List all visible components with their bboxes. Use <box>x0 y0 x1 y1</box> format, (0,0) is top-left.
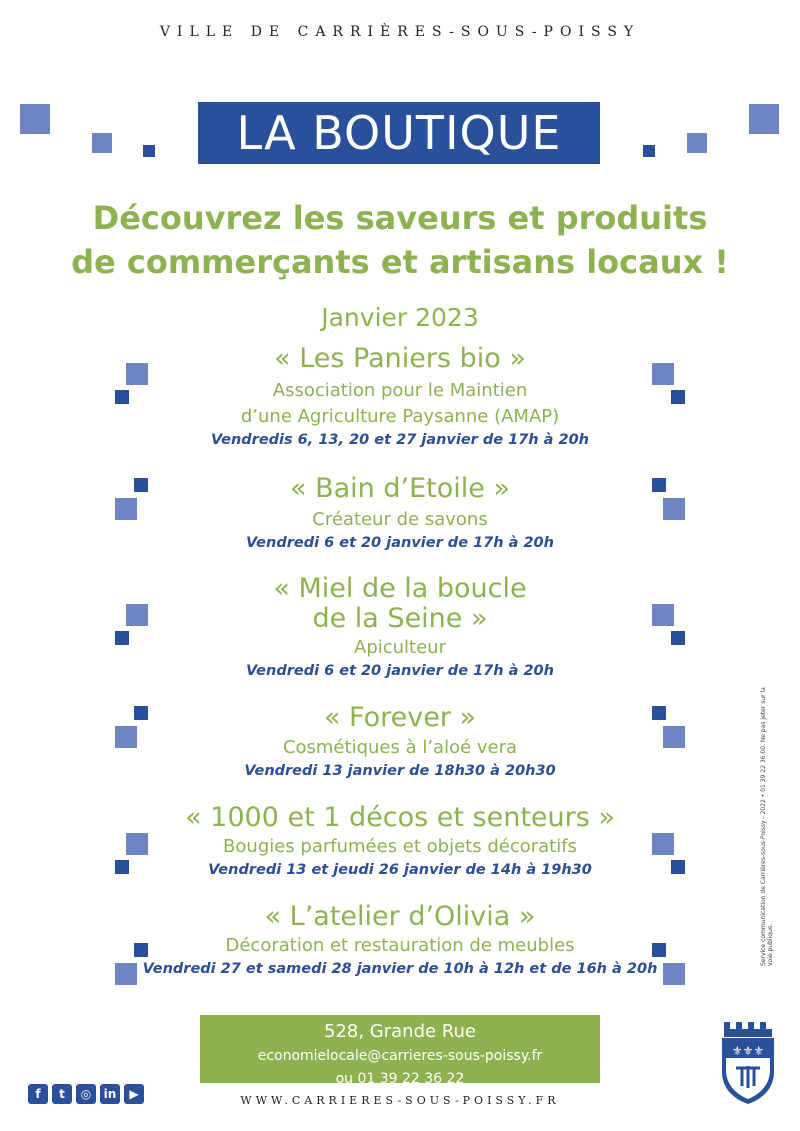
decor-square <box>652 363 674 385</box>
headline-line-1: Découvrez les saveurs et produits <box>92 199 708 237</box>
decor-square <box>115 390 129 404</box>
decor-square <box>115 860 129 874</box>
email-link[interactable]: economielocale@carrieres-sous-poissy.fr <box>257 1048 543 1064</box>
event-desc: Bougies parfumées et objets décoratifs <box>223 836 577 857</box>
event-name: « Les Paniers bio » <box>274 343 526 374</box>
event-miel <box>0 574 800 679</box>
decor-square <box>126 833 148 855</box>
event-desc: Cosmétiques à l’aloé vera <box>282 737 518 758</box>
decor-square <box>671 390 685 404</box>
event-date: Vendredi 27 et samedi 28 janvier de 10h à 12h et de 16h à 20h <box>142 961 658 977</box>
footer-contact-box <box>200 1015 600 1087</box>
decor-square <box>126 604 148 626</box>
decor-square <box>671 860 685 874</box>
event-desc: Créateur de savons <box>312 509 488 530</box>
phone: ou 01 39 22 36 22 <box>335 1071 465 1087</box>
address: 528, Grande Rue <box>324 1021 476 1042</box>
headline-line-2: de commerçants et artisans locaux ! <box>71 243 729 281</box>
decor-square <box>663 498 685 520</box>
instagram-icon[interactable]: ◎ <box>76 1084 96 1104</box>
event-date: Vendredi 13 janvier de 18h30 à 20h30 <box>244 763 556 779</box>
event-name: « Bain d’Etoile » <box>290 473 510 504</box>
decor-square <box>687 133 707 153</box>
website-link[interactable]: WWW.CARRIERES-SOUS-POISSY.FR <box>240 1094 560 1107</box>
decor-square <box>663 963 685 985</box>
twitter-icon[interactable]: t <box>52 1084 72 1104</box>
decor-square <box>134 706 148 720</box>
event-date: Vendredi 13 et jeudi 26 janvier de 14h à 19h30 <box>208 862 592 878</box>
event-name: « Forever » <box>323 702 477 733</box>
svg-text:⚜⚜⚜: ⚜⚜⚜ <box>731 1044 765 1058</box>
event-date: Vendredis 6, 13, 20 et 27 janvier de 17h à 20h <box>210 432 590 448</box>
decor-square <box>134 478 148 492</box>
city-crest-logo <box>718 1020 778 1110</box>
event-desc: Décoration et restauration de meubles <box>225 935 575 956</box>
event-name: « Miel de la boucle <box>273 573 527 604</box>
side-credit: Service communication de Carrières-sous-Poissy - 2022 • 01 39 22 36 00. Ne pas jeter sur la voie publique. <box>760 687 774 966</box>
decor-square <box>143 145 155 157</box>
facebook-icon[interactable]: f <box>28 1084 48 1104</box>
decor-square <box>652 833 674 855</box>
decor-square <box>92 133 112 153</box>
decor-square <box>20 104 50 134</box>
decor-square <box>115 963 137 985</box>
event-name: « L’atelier d’Olivia » <box>264 901 536 932</box>
decor-square <box>134 943 148 957</box>
event-desc: Apiculteur <box>354 637 446 658</box>
decor-square <box>115 726 137 748</box>
event-date: Vendredi 6 et 20 janvier de 17h à 20h <box>246 535 554 551</box>
youtube-icon[interactable]: ▶ <box>124 1084 144 1104</box>
decor-square <box>671 631 685 645</box>
month-label: Janvier 2023 <box>321 303 479 332</box>
event-desc: d’une Agriculture Paysanne (AMAP) <box>240 406 560 427</box>
page-title: LA BOUTIQUE <box>198 102 600 164</box>
decor-square <box>652 604 674 626</box>
event-name: « 1000 et 1 décos et senteurs » <box>185 802 615 833</box>
event-desc: Association pour le Maintien <box>272 380 528 401</box>
headline <box>0 196 800 284</box>
linkedin-icon[interactable]: in <box>100 1084 120 1104</box>
decor-square <box>749 104 779 134</box>
decor-square <box>115 631 129 645</box>
city-name: VILLE DE CARRIÈRES-SOUS-POISSY <box>159 24 641 40</box>
decor-square <box>652 706 666 720</box>
decor-square <box>126 363 148 385</box>
event-date: Vendredi 6 et 20 janvier de 17h à 20h <box>246 663 554 679</box>
decor-square <box>652 478 666 492</box>
decor-square <box>115 498 137 520</box>
decor-square <box>663 726 685 748</box>
decor-square <box>643 145 655 157</box>
event-name: de la Seine » <box>312 603 488 634</box>
decor-square <box>652 943 666 957</box>
